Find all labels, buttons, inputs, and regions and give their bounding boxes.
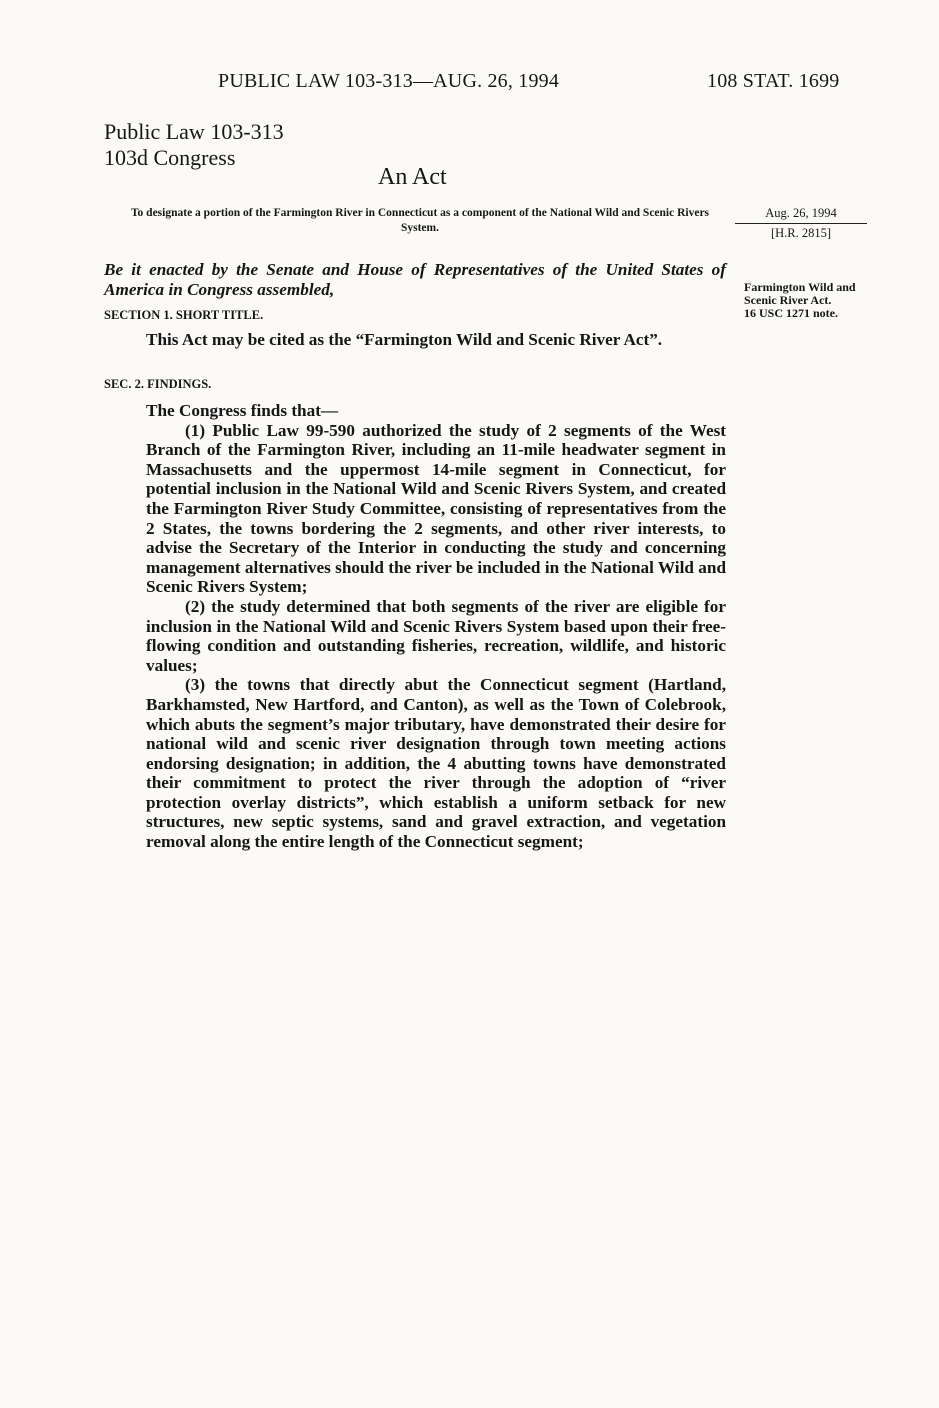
public-law-number: Public Law 103-313 [104,119,284,144]
congress-number: 103d Congress [104,145,236,170]
bill-number: [H.R. 2815] [770,226,832,240]
enactment-date: Aug. 26, 1994 [735,204,867,224]
enactment-date-block [735,204,867,243]
running-head-stat-page: 108 STAT. 1699 [707,70,840,92]
findings-intro: The Congress finds that— [146,401,339,420]
findings-body [104,401,726,852]
finding-paragraph-1: (1) Public Law 99-590 authorized the study of 2 segments of the West Branch of the Farmington River, including an 11-mile headwater segment in Massachusetts and the uppermost 14-mile segment in Connecticut, for potential inclusion in the National Wild and Scenic Rivers System, and created the Farmington River Study Committee, consisting of representatives from the 2 States, the towns bordering the 2 segments, and other river interests, to advise the Secretary of the Interior in conducting the study and concerning management alternatives should the river be included in the National Wild and Scenic Rivers System; [146,420,726,597]
act-purpose: To designate a portion of the Farmington River in Connecticut as a component of the National Wild and Scenic Rivers System. [130,207,710,234]
law-identifier [104,119,284,171]
finding-paragraph-2: (2) the study determined that both segments of the river are eligible for inclusion in the National Wild and Scenic Rivers System based upon their free-flowing condition and outstanding fisheries, recreation, wildlife, and historic values; [146,596,726,675]
section-1-heading: SECTION 1. SHORT TITLE. [104,308,264,322]
section-2-heading: SEC. 2. FINDINGS. [104,377,212,391]
finding-paragraph-3: (3) the towns that directly abut the Connecticut segment (Hartland, Barkhamsted, New Hartford, and Canton), as well as the Town of Colebrook, which abuts the segment’s major tributary, have demonstrated their desire for national wild and scenic river designation through town meeting actions endorsing designation; in addition, the 4 abutting towns have demonstrated their commitment to protect the river through the adoption of “river protection overlay districts”, which establish a uniform setback for new structures, new septic systems, sand and gravel extraction, and vegetation removal along the entire length of the Connecticut segment; [146,675,726,852]
running-head-citation: PUBLIC LAW 103-313—AUG. 26, 1994 [218,70,560,92]
margin-note-usc-citation: 16 USC 1271 note. [744,306,839,320]
enacting-clause: Be it enacted by the Senate and House of Representatives of the United States of America in Congress assembled, [104,260,726,299]
margin-note [744,281,874,320]
act-title: An Act [378,164,447,190]
margin-note-short-title: Farmington Wild and Scenic River Act. [744,280,856,307]
section-1-text: This Act may be cited as the “Farmington Wild and Scenic River Act”. [146,330,663,349]
